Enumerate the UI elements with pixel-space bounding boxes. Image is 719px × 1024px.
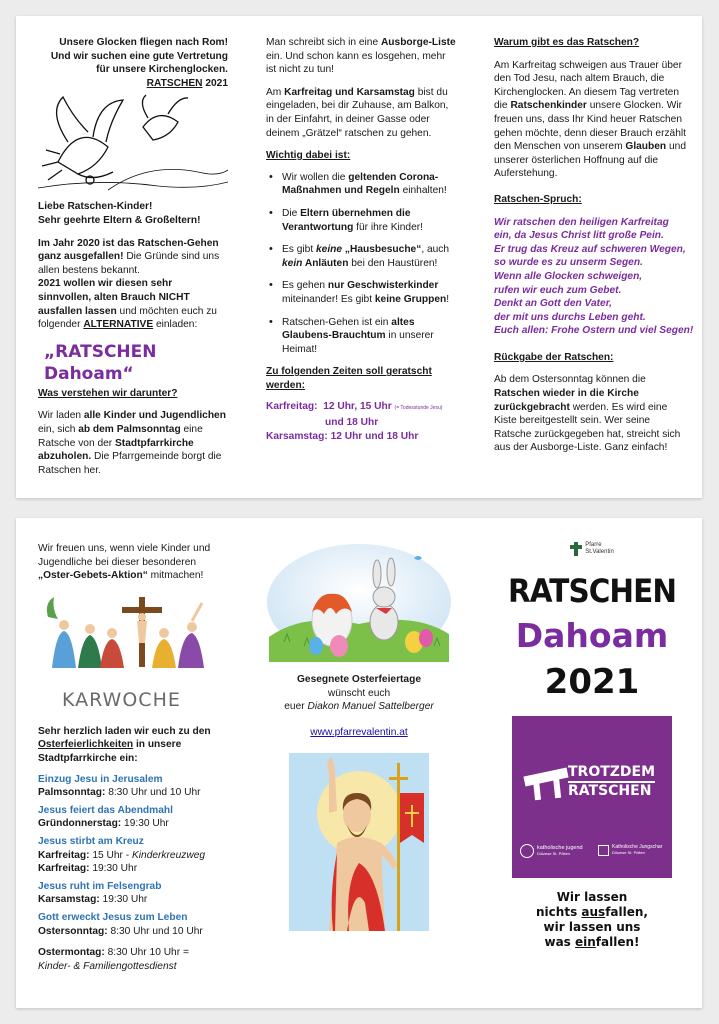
paragraph: Wir freuen uns, wenn viele Kinder und Jugendliche bei dieser besonderen „Oster-Gebets-Aktion“ mitmachen! [38, 543, 211, 582]
section-heading: Was verstehen wir darunter? [38, 387, 178, 399]
greeting-title: Gesegnete Osterfeiertage [296, 674, 421, 685]
times-row: Karsamstag: 12 Uhr und 18 Uhr [266, 430, 419, 442]
box-title [568, 764, 655, 800]
karwoche-label: KARWOCHE [62, 688, 181, 711]
column-easter-services [38, 542, 233, 973]
section-heading: Zu folgenden Zeiten soll geratscht werden: [266, 366, 432, 391]
greeting-line: euer Diakon Manuel Sattelberger [284, 701, 434, 713]
column-invitation [38, 36, 228, 477]
paragraph: Im Jahr 2020 ist das Ratschen-Gehen ganz ausgefallen! Die Gründe sind uns allen bestens bekannt. 2021 wollen wir diesen sehr sinnvollen, alten Brauch NICHT ausfallen lassen und möchten euch zu folgender ALTERNATIVE einladen: [38, 237, 220, 331]
cover-title-ratschen: RATSCHEN [507, 572, 677, 610]
section-heading: Wichtig dabei ist: [266, 150, 351, 162]
paragraph: Ab dem Ostersonntag können die Ratschen wieder in die Kirche zurückgebracht werden. Es wird eine Kiste bereitgestellt sein. Wer seine Ratsche zurückgegeben hat, streicht sich aus der Ausborge-Liste. Ganz einfach! [494, 374, 681, 454]
spruch-line: Er trug das Kreuz auf schweren Wegen, [494, 243, 686, 255]
event-time: Gründonnerstag: 19:30 Uhr [38, 818, 169, 830]
slogan-line: was einfallen! [544, 935, 640, 949]
rules-list [266, 171, 456, 357]
spruch-line: der mit uns durchs Leben geht. [494, 311, 646, 323]
box-line: RATSCHEN [568, 783, 652, 799]
kj-sub: Diözese St. Pölten [537, 851, 570, 856]
event-note: Kinder- & Familiengottesdienst [38, 960, 177, 972]
ratschen-spruch [494, 216, 694, 338]
kjs-logo [598, 844, 662, 856]
event-time: Ostermontag: 8:30 Uhr 10 Uhr = [38, 947, 189, 959]
cover-title-dahoam: Dahoam [515, 616, 669, 655]
times-block [266, 400, 456, 443]
spruch-line: Denkt an Gott den Vater, [494, 298, 612, 310]
list-item: • Die Eltern übernehmen die Verantwortung für ihre Kinder! [266, 207, 456, 234]
kjs-name: Katholische Jungschar [612, 844, 663, 850]
paragraph: Wir laden alle Kinder und Jugendlichen ein, sich ab dem Palmsonntag eine Ratsche von der Stadtpfarrkirche abzuholen. Die Pfarrgemeinde borgt die Ratschen her. [38, 410, 226, 476]
times-row: und 18 Uhr [325, 417, 379, 429]
list-item: • Ratschen-Gehen ist ein altes Glaubens-Brauchtum in unserer Heimat! [266, 316, 456, 357]
event-time: Ostersonntag: 8:30 Uhr und 10 Uhr [38, 925, 203, 937]
intro-line: RATSCHEN 2021 [146, 77, 228, 89]
event-title: Jesus stirbt am Kreuz [38, 835, 144, 847]
invitation-text: Sehr herzlich laden wir euch zu den Osterfeierlichkeiten in unsere Stadtpfarrkirche ein: [38, 725, 211, 764]
kj-logo [520, 844, 583, 858]
trotzdem-ratschen-box [512, 716, 672, 878]
section-heading: Warum gibt es das Ratschen? [494, 37, 640, 48]
intro-line: für unsere Kirchenglocken. [96, 64, 228, 76]
slogan-line: nichts ausfallen, [536, 905, 648, 919]
event-item [38, 911, 233, 938]
spruch-line: Euch allen: Frohe Ostern und viel Segen! [494, 325, 694, 337]
karwoche-illustration [42, 593, 212, 693]
event-time: Palmsonntag: 8:30 Uhr und 10 Uhr [38, 787, 201, 799]
slogan-line: wir lassen uns [543, 920, 641, 934]
column-rules [266, 36, 456, 443]
logo-line: Pfarre [585, 542, 602, 548]
event-title: Gott erweckt Jesus zum Leben [38, 911, 188, 923]
kj-icon [520, 844, 534, 858]
times-row: Karfreitag: 12 Uhr, 15 Uhr (= Todesstunde Jesu) [266, 401, 443, 413]
event-time: Karsamstag: 19:30 Uhr [38, 894, 148, 906]
intro-line: Und wir suchen eine gute Vertretung [50, 50, 228, 62]
parish-logo [494, 542, 690, 556]
website-link[interactable]: www.pfarrevalentin.at [310, 726, 408, 738]
paragraph: Man schreibt sich in eine Ausborge-Liste ein. Und schon kann es losgehen, mehr ist nicht zu tun! [266, 37, 456, 76]
paragraph: Am Karfreitag und Karsamstag bist du eingeladen, bei dir Zuhause, am Balkon, in der Einfahrt, in deiner Gasse oder deinem „Grätzel“ ratschen zu gehen. [266, 86, 449, 139]
risen-christ-picture [289, 753, 429, 931]
event-title: Einzug Jesu in Jerusalem [38, 773, 163, 785]
cross-icon [570, 542, 582, 556]
logo-line: St.Valentin [585, 549, 614, 555]
list-item: • Es gehen nur Geschwisterkinder miteinander! Es gibt keine Gruppen! [266, 279, 456, 306]
event-item [38, 880, 233, 907]
event-item [38, 804, 233, 831]
slogan [494, 890, 690, 950]
list-item: • Es gibt keine „Hausbesuche“, auch kein Anläuten bei den Haustüren! [266, 243, 456, 270]
list-item: • Wir wollen die geltenden Corona-Maßnahmen und Regeln einhalten! [266, 171, 456, 198]
kjs-sub: Diözese St. Pölten [612, 850, 645, 855]
greeting-line: Liebe Ratschen-Kinder! [38, 201, 153, 213]
kj-name: katholische jugend [537, 845, 583, 851]
greeting-line: wünscht euch [327, 687, 391, 699]
big-title: „RATSCHEN Dahoam“ [44, 341, 157, 384]
paragraph: Am Karfreitag schweigen aus Trauer über den Tod Jesu, nach altem Brauch, die Kirchenglocken. An diesem Tag vertreten die Ratschenkinder unsere Glocken. Wir freuen uns, dass Ihr Kind heuer Ratschen gehen möchte, denn dieser Brauch erzählt den Menschen von unserem Glauben und unserer österlichen Hoffnung auf die Auferstehung. [494, 59, 686, 180]
event-item [38, 946, 233, 973]
spruch-line: Wir ratschen den heiligen Karfreitag [494, 216, 669, 228]
slogan-line: Wir lassen [556, 890, 628, 904]
spruch-line: rufen wir euch zum Gebet. [494, 284, 622, 296]
spruch-line: ein, da Jesus Christ litt große Pein. [494, 230, 664, 242]
event-title: Jesus feiert das Abendmahl [38, 804, 173, 816]
column-greeting [264, 542, 454, 931]
spruch-line: so wurde es zu unserm Segen. [494, 257, 643, 269]
leaflet-page-inside [16, 16, 702, 498]
cover-title-year: 2021 [544, 662, 640, 702]
section-heading: Rückgabe der Ratschen: [494, 351, 614, 363]
section-heading: Ratschen-Spruch: [494, 193, 582, 205]
event-time: Karfreitag: 15 Uhr - Kinderkreuzweg [38, 849, 206, 861]
column-explanation [494, 36, 694, 455]
event-title: Jesus ruht im Felsengrab [38, 880, 162, 892]
kjs-icon [598, 845, 609, 856]
spruch-line: Wenn alle Glocken schweigen, [494, 270, 643, 282]
leaflet-page-outside [16, 518, 702, 1008]
intro-line: Unsere Glocken fliegen nach Rom! [59, 37, 228, 48]
greeting [38, 200, 228, 227]
event-time: Karfreitag: 19:30 Uhr [38, 863, 138, 875]
flying-bells-illustration [38, 92, 228, 192]
event-item [38, 835, 233, 876]
greeting-line: Sehr geehrte Eltern & Großeltern! [38, 214, 201, 226]
easter-bunny-illustration [264, 542, 454, 667]
event-item [38, 773, 233, 800]
column-cover [494, 542, 690, 950]
box-line: TROTZDEM [568, 764, 655, 783]
intro-text [38, 36, 228, 90]
